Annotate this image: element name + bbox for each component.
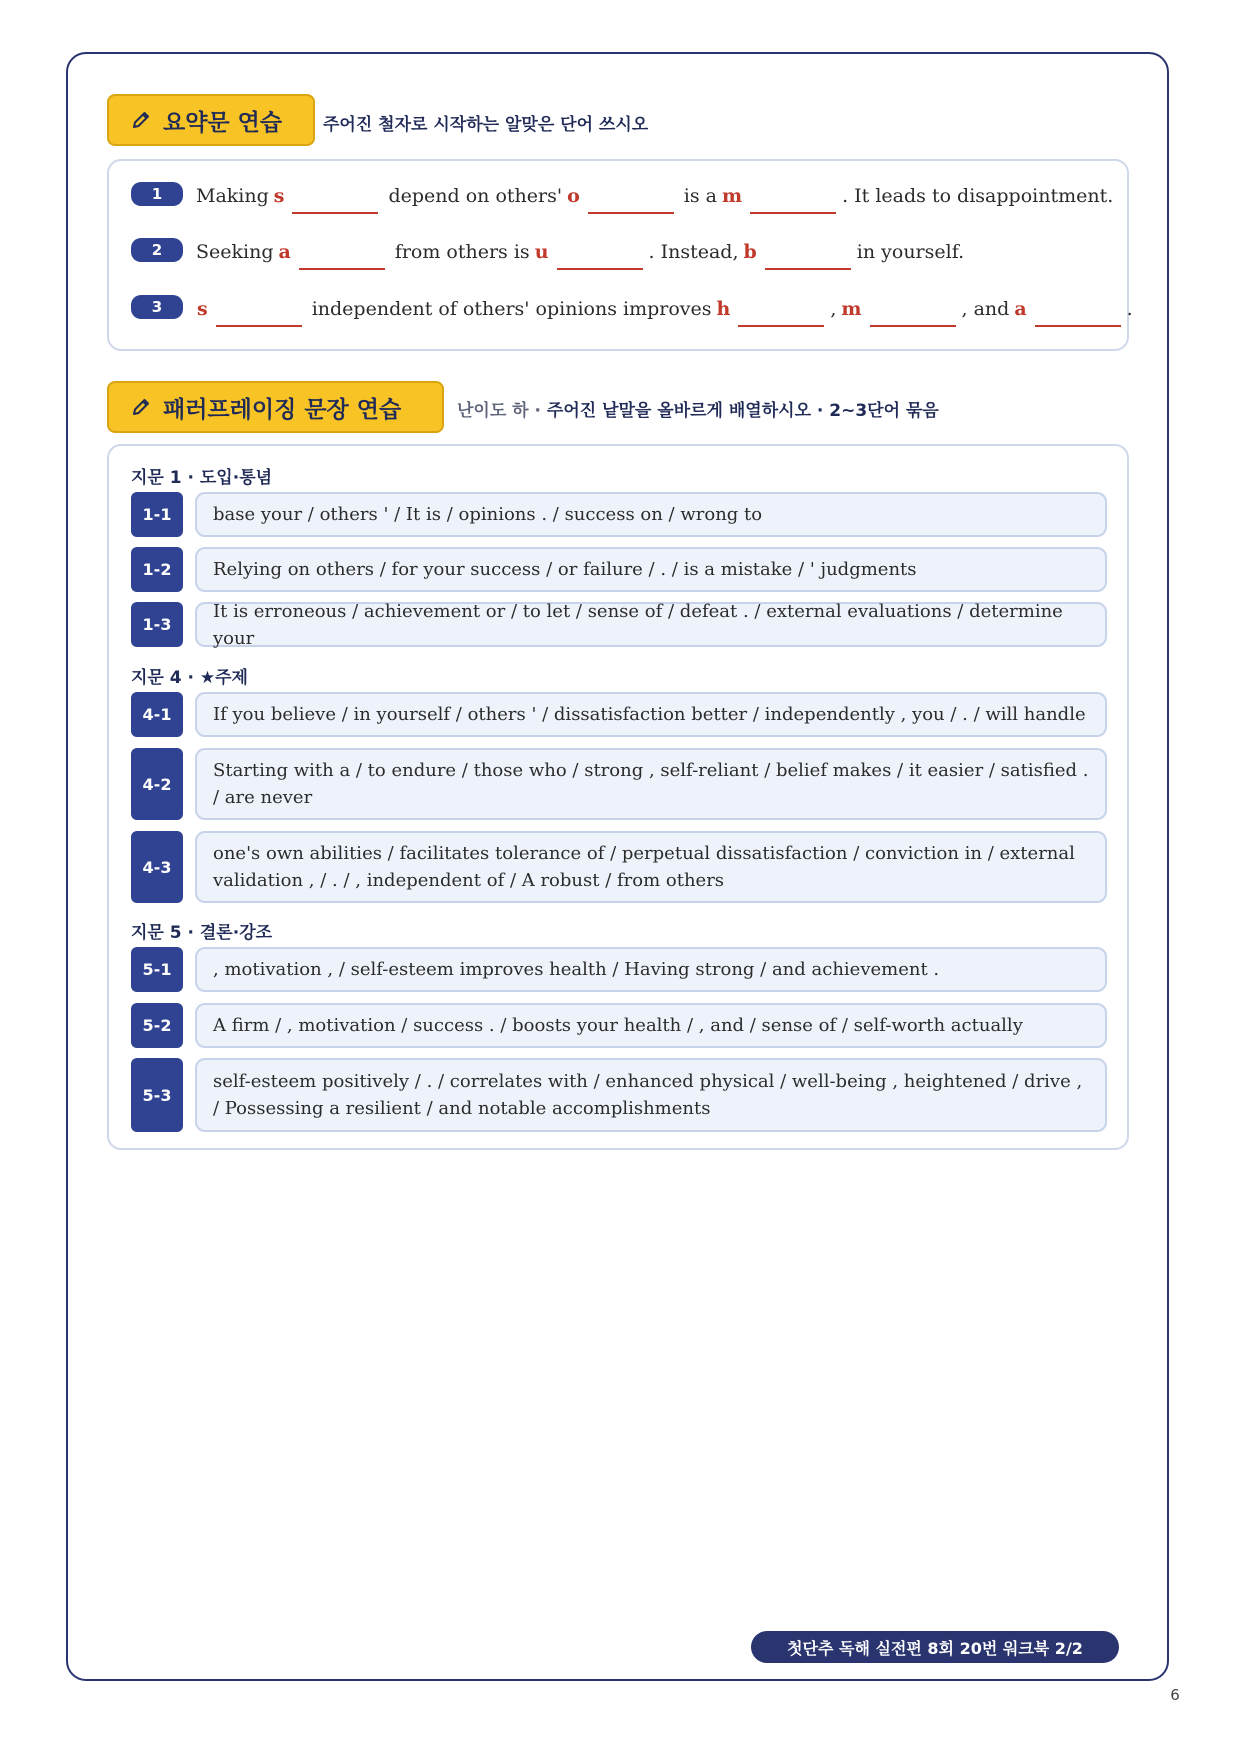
summary-sentence-1 [196,178,1113,214]
scrambled-words-box[interactable] [195,748,1107,820]
passage-label: 지문 5 · 결론·강조 [131,923,273,943]
item-number-badge: 4-3 [131,831,183,903]
scrambled-words-box[interactable] [195,1058,1107,1132]
answer-blank[interactable] [870,291,956,327]
initial-letter-hint: m [721,185,743,207]
answer-blank[interactable] [750,178,836,214]
summary-sentence-2 [196,234,964,270]
sentence-text: from others is [394,241,530,263]
sentence-text: in yourself. [856,241,965,263]
scrambled-words-box[interactable] [195,492,1107,537]
sentence-text: Making [196,185,269,207]
answer-blank[interactable] [292,178,378,214]
initial-letter-hint: a [1014,298,1027,320]
item-number-badge: 1-2 [131,547,183,592]
paraphrase-title-text: 패러프레이징 문장 연습 [163,396,402,423]
initial-letter-hint: u [534,241,549,263]
answer-blank[interactable] [765,234,851,270]
item-number-badge: 5-1 [131,947,183,992]
scrambled-words: one's own abilities / facilitates tolerance of / perpetual dissatisfaction / conviction in / external validation , / . / , independent of / A robust / from others [213,843,1075,891]
initial-letter-hint: h [716,298,731,320]
summary-instruction: 주어진 철자로 시작하는 알맞은 단어 쓰시오 [323,115,649,135]
summary-section-title [107,94,315,146]
sentence-text: . It leads to disappointment. [842,185,1114,207]
answer-blank[interactable] [299,234,385,270]
summary-number-badge: 2 [131,238,183,262]
initial-letter-hint: m [841,298,862,320]
scrambled-words: If you believe / in yourself / others ' / dissatisfaction better / independently , you / . / will handle [213,704,1086,725]
answer-blank[interactable] [738,291,824,327]
scrambled-words-box[interactable] [195,602,1107,647]
sentence-text: is a [683,185,717,207]
scrambled-words: Starting with a / to endure / those who / strong , self-reliant / belief makes / it easier / satisfied . / are never [213,760,1089,808]
paraphrase-instruction-text: 주어진 낱말을 올바르게 배열하시오 · 2~3단어 묶음 [546,401,939,421]
scrambled-words: Relying on others / for your success / or failure / . / is a mistake / ' judgments [213,559,917,580]
item-number-badge: 4-1 [131,692,183,737]
initial-letter-hint: b [743,241,757,263]
initial-letter-hint: s [273,185,285,207]
sentence-text: depend on others' [388,185,563,207]
scrambled-words-box[interactable] [195,831,1107,903]
passage-label: 지문 4 · ★주제 [131,668,248,688]
summary-title-text: 요약문 연습 [163,109,283,136]
workbook-footer-badge: 첫단추 독해 실전편 8회 20번 워크북 2/2 [751,1631,1119,1663]
item-number-badge: 5-2 [131,1003,183,1048]
summary-number-badge: 1 [131,182,183,206]
scrambled-words-box[interactable] [195,947,1107,992]
sentence-text: . Instead, [648,241,739,263]
answer-blank[interactable] [1035,291,1121,327]
scrambled-words: A firm / , motivation / success . / boosts your health / , and / sense of / self-worth actually [213,1015,1023,1036]
summary-number-badge: 3 [131,295,183,319]
sentence-text: , and [961,298,1010,320]
paraphrase-instruction [457,396,939,421]
scrambled-words: base your / others ' / It is / opinions . / success on / wrong to [213,504,763,525]
answer-blank[interactable] [557,234,643,270]
scrambled-words-box[interactable] [195,547,1107,592]
answer-blank[interactable] [588,178,674,214]
sentence-text: independent of others' opinions improves [311,298,712,320]
item-number-badge: 5-3 [131,1058,183,1132]
scrambled-words: , motivation , / self-esteem improves health / Having strong / and achievement . [213,959,940,980]
scrambled-words-box[interactable] [195,692,1107,737]
initial-letter-hint: o [567,185,580,207]
sentence-text: Seeking [196,241,274,263]
scrambled-words: It is erroneous / achievement or / to let / sense of / defeat . / external evaluations / determine your [213,600,1063,649]
pencil-icon [131,110,151,130]
scrambled-words: self-esteem positively / . / correlates with / enhanced physical / well-being , heightened / drive , / Possessing a resilient / and notable accomplishments [213,1071,1083,1119]
sentence-text: , [830,298,837,320]
initial-letter-hint: a [278,241,291,263]
passage-label: 지문 1 · 도입·통념 [131,468,273,488]
item-number-badge: 1-1 [131,492,183,537]
page-number: 6 [1170,1686,1180,1704]
summary-sentence-3 [192,291,1133,327]
item-number-badge: 1-3 [131,602,183,647]
paraphrase-section-title [107,381,444,433]
pencil-icon [131,397,151,417]
item-number-badge: 4-2 [131,748,183,820]
sentence-text: . [1126,298,1133,320]
scrambled-words-box[interactable] [195,1003,1107,1048]
answer-blank[interactable] [216,291,302,327]
initial-letter-hint: s [197,298,208,320]
difficulty-label: 난이도 하 · [457,401,541,421]
